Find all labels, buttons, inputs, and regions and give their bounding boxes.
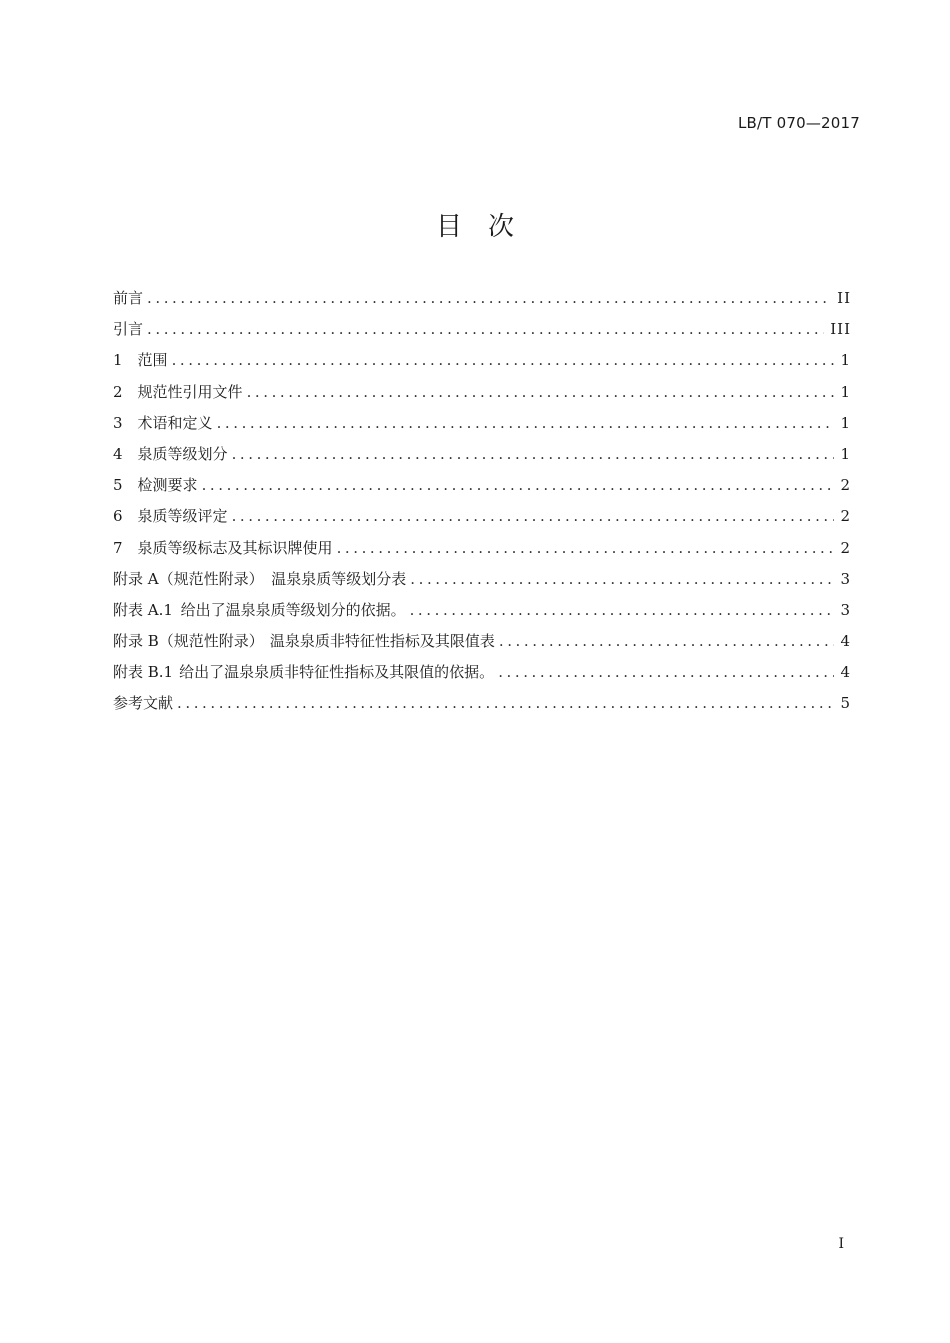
toc-leader-dots: [232, 501, 835, 532]
toc-item-label: 术语和定义: [137, 413, 213, 432]
toc-item-number: 7: [113, 538, 123, 557]
toc-item-scope[interactable]: [113, 345, 851, 376]
toc-item-subtitle: 给出了温泉泉质非特征性指标及其限值的依据。: [179, 663, 495, 682]
toc-item-page: 4: [840, 663, 851, 682]
toc-item-number: 5: [113, 476, 123, 495]
toc-item-label: 泉质等级标志及其标识牌使用: [137, 538, 333, 557]
toc-item-number: 1: [113, 351, 123, 370]
toc-item-page: III: [830, 320, 851, 339]
toc-item-testing-requirements[interactable]: [113, 470, 851, 501]
toc-item-number: 4: [113, 444, 123, 463]
toc-leader-dots: [410, 595, 835, 626]
toc-item-label: 规范性引用文件: [137, 382, 243, 401]
toc-item-page: 2: [840, 538, 851, 557]
toc-item-introduction[interactable]: [113, 314, 851, 345]
toc-item-page: 5: [840, 694, 851, 713]
toc-item-page: 3: [840, 569, 851, 588]
toc-item-foreword[interactable]: [113, 283, 851, 314]
toc-leader-dots: [247, 377, 835, 408]
toc-item-page: 1: [840, 382, 851, 401]
toc-item-grade-evaluation[interactable]: [113, 501, 851, 532]
toc-item-grade-classification[interactable]: [113, 439, 851, 470]
toc-item-page: 2: [840, 507, 851, 526]
toc-item-page: 1: [840, 444, 851, 463]
toc-item-grade-signs[interactable]: [113, 533, 851, 564]
toc-leader-dots: [217, 408, 835, 439]
toc-item-number: 2: [113, 382, 123, 401]
toc-item-label: 参考文献: [113, 694, 174, 713]
toc-item-page: II: [837, 289, 851, 307]
toc-leader-dots: [232, 439, 835, 470]
toc-leader-dots: [202, 470, 835, 501]
toc-item-page: 3: [840, 600, 851, 619]
toc-leader-dots: [498, 657, 834, 688]
toc-item-appendix-a[interactable]: [113, 564, 851, 595]
toc-leader-dots: [147, 283, 831, 314]
toc-item-table-b1[interactable]: [113, 657, 851, 688]
toc-item-label: 附录 B（规范性附录）: [113, 632, 264, 651]
document-code: LB/T 070—2017: [737, 114, 860, 132]
toc-item-label: 前言: [113, 289, 144, 307]
toc-leader-dots: [147, 314, 824, 345]
toc-item-page: 4: [840, 632, 851, 651]
toc-item-label: 附表 A.1: [113, 600, 173, 619]
toc-item-label: 引言: [113, 320, 144, 339]
toc-item-label: 附录 A（规范性附录）: [113, 569, 264, 588]
toc-item-page: 1: [840, 351, 851, 370]
toc-item-label: 检测要求: [137, 476, 198, 495]
toc-item-number: 6: [113, 507, 123, 526]
toc-title: 目次: [435, 212, 540, 242]
toc-item-label: 泉质等级评定: [137, 507, 228, 526]
toc-item-subtitle: 温泉泉质等级划分表: [271, 569, 407, 588]
toc-item-appendix-b[interactable]: [113, 626, 851, 657]
toc-item-subtitle: 给出了温泉泉质等级划分的依据。: [180, 600, 406, 619]
toc-item-label: 附表 B.1: [113, 663, 174, 682]
toc-leader-dots: [337, 533, 835, 564]
page-number: I: [838, 1236, 844, 1252]
toc-item-terms-definitions[interactable]: [113, 408, 851, 439]
toc-leader-dots: [177, 688, 834, 719]
toc-item-page: 2: [840, 476, 851, 495]
toc-item-table-a1[interactable]: [113, 595, 851, 626]
toc-leader-dots: [499, 626, 835, 657]
toc-item-label: 范围: [137, 351, 168, 370]
toc-item-number: 3: [113, 413, 123, 432]
toc-leader-dots: [410, 564, 834, 595]
toc-item-subtitle: 温泉泉质非特征性指标及其限值表: [269, 632, 495, 651]
table-of-contents: [113, 283, 851, 720]
toc-item-label: 泉质等级划分: [137, 444, 228, 463]
toc-item-bibliography[interactable]: [113, 688, 851, 719]
toc-item-normative-references[interactable]: [113, 377, 851, 408]
toc-leader-dots: [172, 345, 835, 376]
toc-item-page: 1: [840, 413, 851, 432]
